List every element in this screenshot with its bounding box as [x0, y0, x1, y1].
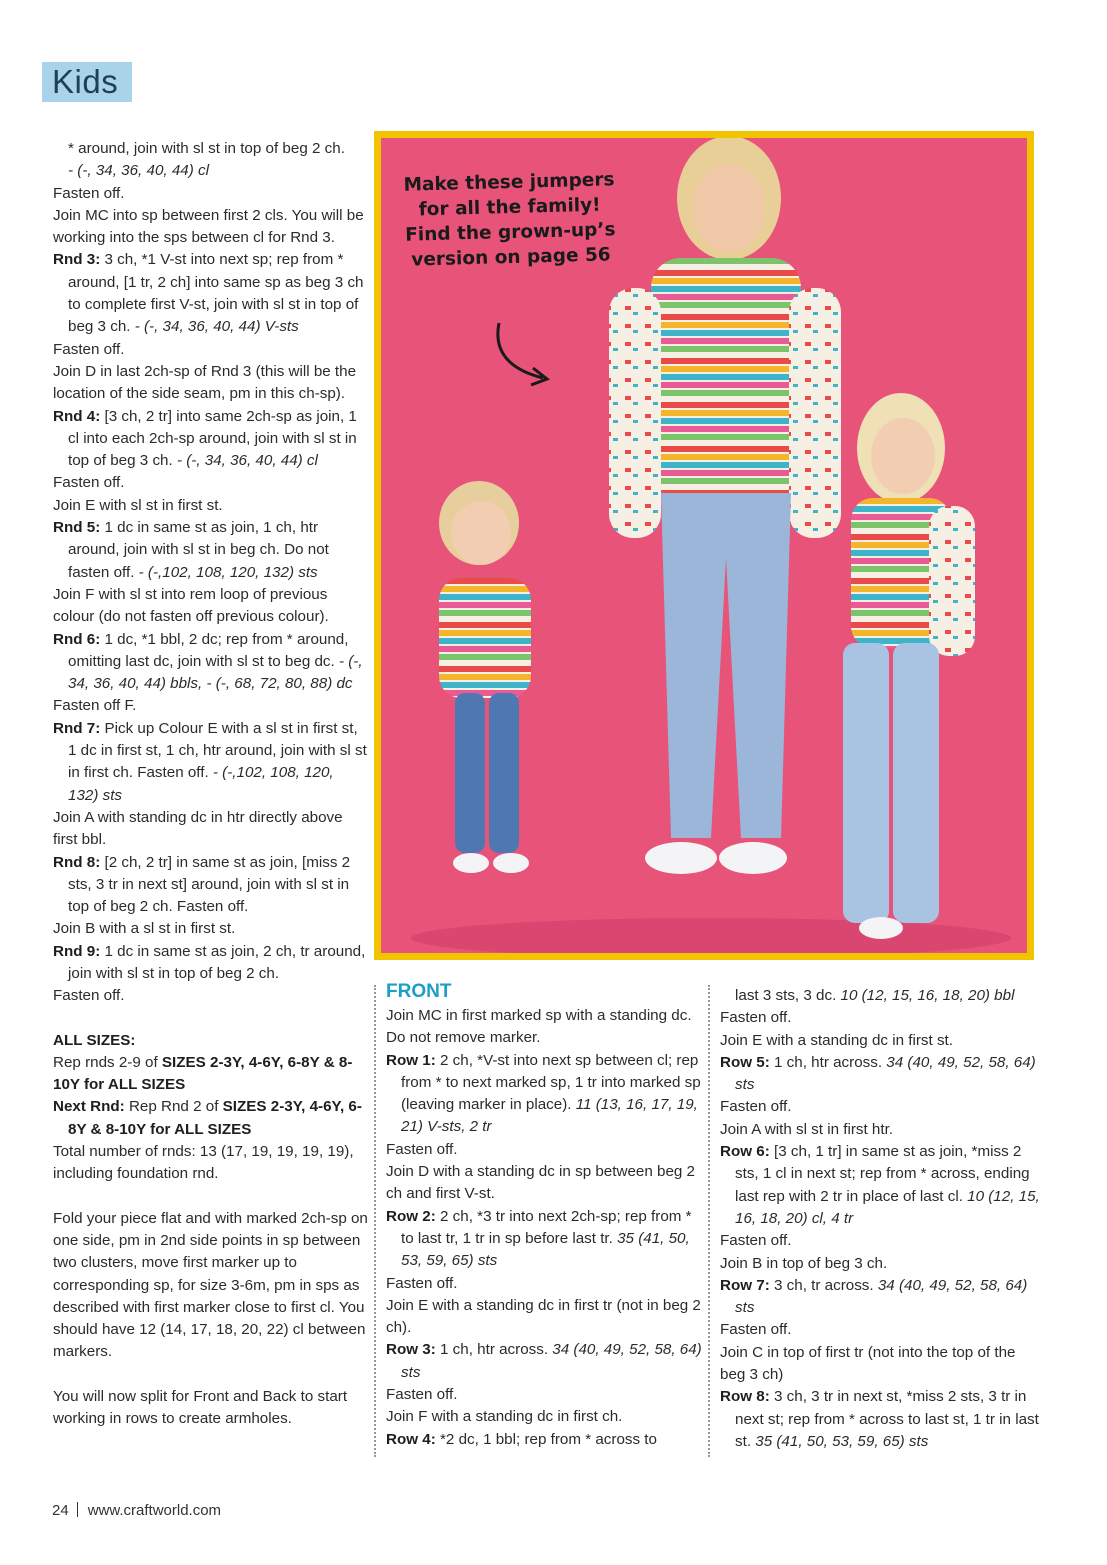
text: Rep Rnd 2 of — [124, 1098, 223, 1116]
stitch-count: 35 (41, 50, 53, 59, 65) sts — [401, 1229, 690, 1270]
text-paragraph: You will now split for Front and Back to start working in rows to create armholes. — [53, 1387, 348, 1428]
row-4 — [386, 1429, 702, 1451]
stitch-count: 34 (40, 49, 52, 58, 64) sts — [735, 1053, 1036, 1094]
row-text: [3 ch, 1 tr] in same st as join, *miss 2 sts, 1 cl in next st; rep from * across, ending last rep with 2 tr in place of last cl. — [735, 1143, 1030, 1205]
row-4-continued — [720, 985, 1040, 1007]
round-label: Rnd 9: — [53, 942, 101, 960]
row-text: 2 ch, *3 tr into next 2ch-sp; rep from * to last tr, 1 tr in sp before last tr. — [401, 1207, 692, 1247]
pattern-column-2 — [386, 979, 702, 1451]
round-9 — [53, 941, 368, 986]
text-line: Join MC in first marked sp with a standing dc. Do not remove marker. — [386, 1007, 692, 1047]
callout-line: Find the grown-up’s — [404, 219, 616, 246]
round-text: Pick up Colour E with a sl st in first st, 1 dc in first st, 1 ch, htr around, join with sl st in first ch. Fasten off. — [68, 719, 367, 782]
page-footer — [52, 1502, 221, 1519]
row-8 — [720, 1386, 1040, 1453]
stitch-count: 11 (13, 16, 17, 19, 21) V-sts, 2 tr — [401, 1096, 698, 1136]
text-line: Total number of rnds: 13 (17, 19, 19, 19, 19), including foundation rnd. — [53, 1143, 354, 1183]
front-heading: FRONT — [386, 981, 452, 1002]
text-line: Fasten off. — [386, 1274, 458, 1292]
text-line: Join A with standing dc in htr directly above first bbl. — [53, 808, 343, 849]
text-line: Fasten off. — [720, 1009, 792, 1027]
text-line: Join F with a standing dc in first ch. — [386, 1408, 623, 1426]
stitch-count: - (-, 34, 36, 40, 44) cl — [68, 162, 209, 180]
round-label: Rnd 5: — [53, 519, 101, 537]
stitch-count: 34 (40, 49, 52, 58, 64) sts — [735, 1276, 1028, 1317]
callout-line: Make these jumpers — [403, 169, 615, 196]
callout-line: for all the family! — [418, 194, 601, 221]
row-label: Row 4: — [386, 1430, 436, 1448]
text-line: Join E with sl st in first st. — [53, 496, 223, 514]
text-line: Fasten off. — [386, 1386, 458, 1404]
callout-line: version on page 56 — [411, 244, 611, 271]
text-line: Join C in top of first tr (not into the top of the beg 3 ch) — [720, 1343, 1016, 1384]
row-2 — [386, 1206, 702, 1273]
text-line: Join MC into sp between first 2 cls. You will be working into the sps between cl for Rnd 3. — [53, 206, 364, 247]
row-text: 3 ch, 3 tr in next st, *miss 2 sts, 3 tr in next st; rep from * across to last st, 1 tr in last st. — [735, 1388, 1039, 1450]
photo-callout — [396, 167, 625, 273]
round-5 — [53, 517, 368, 584]
round-label: Rnd 7: — [53, 719, 101, 737]
photo-family-jumpers — [374, 131, 1034, 960]
stitch-count: - (-, 34, 36, 40, 44) cl — [176, 452, 318, 470]
text-line: Fasten off. — [53, 340, 125, 358]
row-label: Row 1: — [386, 1051, 436, 1069]
row-label: Row 7: — [720, 1276, 770, 1294]
row-7 — [720, 1275, 1040, 1320]
round-label: Rnd 6: — [53, 630, 101, 648]
repeat-instruction — [53, 1052, 368, 1097]
round-text: 1 dc, *1 bbl, 2 dc; rep from * around, omitting last dc, join with sl st to beg dc. — [68, 630, 349, 670]
round-label: Next Rnd: — [53, 1098, 125, 1116]
row-label: Row 5: — [720, 1053, 770, 1071]
round-text: 1 dc in same st as join, 1 ch, htr around, join with sl st in beg ch. Do not fasten off. — [68, 519, 329, 581]
round-6 — [53, 629, 368, 696]
pattern-column-3 — [720, 985, 1040, 1453]
bold-text: SIZES 2-3Y, 4-6Y, 6-8Y & 8-10Y for ALL SIZES — [68, 1098, 362, 1138]
text-line: Join D with a standing dc in sp between beg 2 ch and first V-st. — [386, 1163, 696, 1203]
footer-separator — [77, 1502, 78, 1517]
text-line: Fasten off. — [53, 184, 125, 202]
round-text: 1 dc in same st as join, 2 ch, tr around, join with sl st in top of beg 2 ch. — [68, 942, 366, 982]
pattern-column-1 — [53, 138, 368, 1430]
round-label: Rnd 3: — [53, 251, 101, 269]
row-3 — [386, 1339, 702, 1384]
column-divider — [374, 985, 376, 1457]
row-1 — [386, 1050, 702, 1139]
stitch-count: - (-,102, 108, 120, 132) sts — [138, 563, 318, 581]
row-5 — [720, 1052, 1040, 1097]
row-text: 1 ch, htr across. — [769, 1053, 887, 1071]
text-line: Join B in top of beg 3 ch. — [720, 1254, 888, 1272]
text-paragraph: Fold your piece flat and with marked 2ch-sp on one side, pm in 2nd side points in sp between two clusters, move first marker up to corresponding sp, for size 3-6m, pm in sps as described with first marker close to first cl. You should have 12 (14, 17, 18, 20, 22) cl between markers. — [53, 1209, 368, 1361]
text-line: Fasten off. — [53, 474, 125, 492]
website-link[interactable]: www.craftworld.com — [87, 1502, 222, 1519]
column-divider — [708, 985, 710, 1457]
row-label: Row 2: — [386, 1207, 436, 1225]
round-7 — [53, 718, 368, 807]
row-label: Row 3: — [386, 1341, 436, 1359]
bold-text: SIZES 2-3Y, 4-6Y, 6-8Y & 8-10Y for ALL SIZES — [53, 1053, 353, 1094]
row-label: Row 8: — [720, 1388, 770, 1406]
text-line: Join B with a sl st in first st. — [53, 920, 236, 938]
text-line: Join E with a standing dc in first st. — [720, 1031, 953, 1049]
round-text: [3 ch, 2 tr] into same 2ch-sp as join, 1 cl into each 2ch-sp around, join with sl st in top of beg 3 ch. — [68, 407, 357, 470]
stitch-count: - (-, 34, 36, 40, 44) bbls, - (-, 68, 72, 80, 88) dc — [68, 652, 363, 693]
round-text: 3 ch, *1 V-st into next sp; rep from * around, [1 tr, 2 ch] into same sp as beg 3 ch to complete first V-st, join with sl st in top of beg 3 ch. — [68, 251, 364, 336]
all-sizes-heading — [53, 1030, 368, 1052]
page-number: 24 — [52, 1502, 69, 1519]
text-line: * around, join with sl st in top of beg 2 ch. — [68, 140, 345, 157]
text-line: Fasten off F. — [53, 697, 137, 715]
text-line: Fasten off. — [720, 1321, 792, 1339]
round-8 — [53, 852, 368, 919]
text-line: Join A with sl st in first htr. — [720, 1120, 894, 1138]
stitch-count: 34 (40, 49, 52, 58, 64) sts — [401, 1341, 702, 1381]
stitch-count: - (-, 34, 36, 40, 44) V-sts — [134, 318, 299, 336]
text-line: Fasten off. — [53, 987, 125, 1005]
round-label: Rnd 4: — [53, 407, 101, 425]
row-text: 2 ch, *V-st into next sp between cl; rep from * to next marked sp, 1 tr into marked sp (leaving marker in place). — [401, 1051, 701, 1114]
text-line: Fasten off. — [720, 1232, 792, 1250]
stitch-count: 35 (41, 50, 53, 59, 65) sts — [755, 1432, 929, 1450]
round-4 — [53, 406, 368, 473]
row-text: last 3 sts, 3 dc. — [735, 987, 841, 1004]
row-text: 3 ch, tr across. — [769, 1276, 878, 1294]
text-line: Fasten off. — [720, 1098, 792, 1116]
round-label: Rnd 8: — [53, 853, 101, 871]
round-3 — [53, 249, 368, 338]
text-line: Join D in last 2ch-sp of Rnd 3 (this will be the location of the side seam, pm in this ch-sp). — [53, 362, 357, 403]
text-line: Fasten off. — [386, 1140, 458, 1158]
heading-text: ALL SIZES: — [53, 1031, 136, 1049]
stitch-count: 10 (12, 15, 16, 18, 20) bbl — [840, 987, 1015, 1004]
next-round — [53, 1096, 368, 1141]
text: Rep rnds 2-9 of — [53, 1053, 162, 1071]
row-text: 1 ch, htr across. — [435, 1341, 553, 1359]
stitch-count: - (-,102, 108, 120, 132) sts — [68, 764, 334, 804]
text-line: Join F with sl st into rem loop of previous colour (do not fasten off previous colour). — [53, 585, 329, 626]
round-text: [2 ch, 2 tr] in same st as join, [miss 2 sts, 3 tr in next st] around, join with sl st in top of beg 2 ch. Fasten off. — [68, 853, 351, 916]
text-line: Join E with a standing dc in first tr (not in beg 2 ch). — [386, 1296, 701, 1337]
stitch-count: 10 (12, 15, 16, 18, 20) cl, 4 tr — [735, 1187, 1040, 1227]
row-6 — [720, 1141, 1040, 1230]
row-label: Row 6: — [720, 1143, 770, 1161]
section-tag: Kids — [42, 62, 132, 102]
row-text: *2 dc, 1 bbl; rep from * across to — [435, 1430, 657, 1448]
